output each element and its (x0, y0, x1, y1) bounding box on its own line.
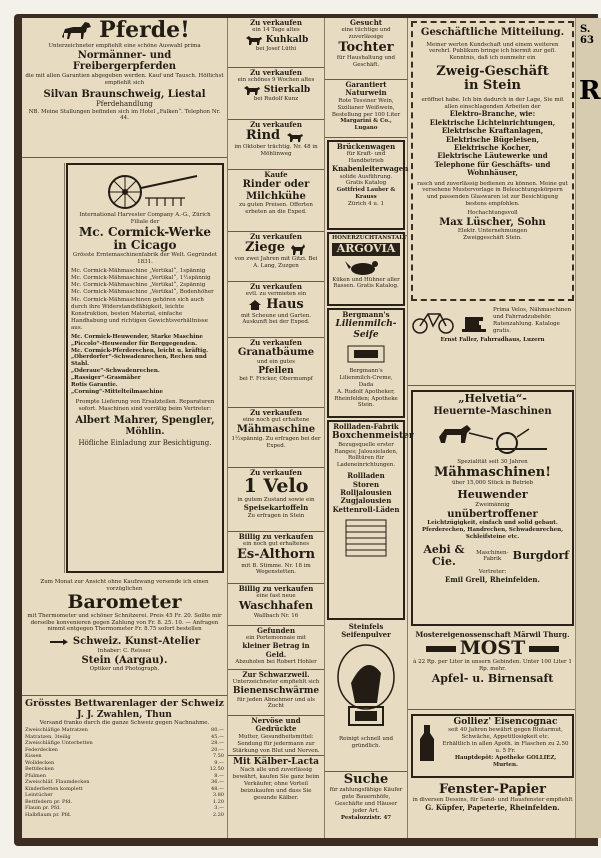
ad-main: Rinder oder Milchkühe (242, 179, 310, 202)
mccormick-item: „Oderaue“-Schwadenrechen. (71, 368, 160, 375)
ad-tochter (325, 18, 407, 80)
ad-nervoese (228, 716, 324, 756)
mccormick-model: Mc. Cormick-Mähmaschine „Vertikal“, Bodenhöher (71, 288, 214, 295)
ad-sub: Wallbach Nr. 16 (253, 612, 299, 619)
ad-haus (228, 282, 324, 338)
mitteilung-trade: Elektr. Unternehmungen (457, 228, 528, 235)
ad-main: kleiner Betrag in Geld. (242, 641, 310, 659)
mccormick-body1: Mc. Cormick-Mähmaschinen gehören sich auch durch ihre Widerstandsfähigkeit, leichte Konstruktion, besten Material, einfache Handhabung und richtigen Gewichtsverhältnisse aus. (71, 297, 208, 331)
mccormick-sub: Grösste Erntemaschinenfabrik der Welt. Gegründet 1831. (72, 252, 218, 265)
ad-firm: Gottfried Lauber & Krauss (336, 187, 396, 201)
ad-head: Kaufe (264, 170, 288, 179)
list-item: Kettenroll-Läden (332, 504, 400, 514)
price-item-name: Bettfedern pr. Pfd. (25, 798, 73, 805)
ad-who: Pestalozzistr. 47 (340, 814, 392, 821)
ad-main: Kuhkalb (265, 35, 309, 46)
list-item: Rolljalousien (340, 488, 392, 498)
ad-head: Bergmann's (342, 310, 390, 319)
ad-who: A. Rudolf Apotheker, Rheinfelden; Apotheke Stein. (334, 388, 398, 409)
price-item-value: 9.— (214, 759, 224, 766)
barometer-town: Stein (Aargau). (81, 654, 168, 666)
mitteilung-name: Max Lüscher, Sohn (439, 216, 546, 228)
next-page-edge (575, 18, 601, 838)
helvetia-firm2: Burgdorf (512, 549, 569, 563)
price-item-name: Flaum pr. Pfd. (25, 805, 61, 812)
barometer-owner: Inhaber: C. Reisser (97, 647, 152, 654)
ad-sub: 1½spännig. Zu erfragen bei der Exped. (231, 435, 321, 449)
ad-rind (228, 120, 324, 170)
price-item-value: 2.20 (212, 811, 224, 818)
mccormick-item: „Oberdorfer“-Schwadenrechen, Rechen und Stahl. (71, 354, 207, 368)
ad-head: Nervöse und Gedrückte (251, 716, 301, 734)
helvetia-list: Leichtzügigkeit, einfach und solid gebaut. Pferderechen, Handrechen, Schwadenrechen, Schleifsteine etc. (421, 520, 564, 540)
cow-icon (284, 131, 306, 143)
mitteilung-branch-addr: Zweiggeschäft Stein. (463, 235, 522, 242)
barometer-shop: Schweiz. Kunst-Atelier (72, 636, 201, 648)
ad-barometer (22, 578, 227, 696)
mccormick-model: Mc. Cormick-Mähmaschine „Vertikal“, 1spännig (71, 267, 206, 274)
ad-sub: solide Ausführung. Gratis Katalog (339, 173, 393, 187)
hen-icon (341, 257, 391, 277)
ad-main: Waschhafen (238, 599, 314, 613)
ad-head: Zu verkaufen (250, 68, 302, 77)
ad-golliez (411, 714, 574, 778)
ad-head: Billig zu verkaufen (238, 532, 314, 541)
ad-text: eine noch gut erhaltene (242, 417, 310, 424)
list-item: Elektrische Lichteinrichtungen, (429, 117, 556, 127)
mccormick-item: „Rassiger“-Grasmäher (71, 375, 141, 381)
helvetia-agent-label: Vertreter: (478, 569, 507, 576)
ad-text: ein 14 Tage altes (252, 27, 300, 34)
ad-main: Knabenleiterwagen (332, 164, 409, 174)
price-item-value: 36.— (211, 779, 224, 786)
mitteilung-branch: Elektro-Branche, wie: (449, 109, 536, 119)
ad-head: Mit Kälber-Lacta (233, 757, 319, 767)
price-item-name: Zweischläf. Flaumdecken (25, 779, 90, 786)
ad-head: Garantiert Naturwein (345, 80, 387, 98)
soap-package-icon (346, 342, 386, 366)
ad-text: ein schönes 9 Wochen altes (237, 77, 315, 84)
helvetia-main2: unübertroffener (447, 508, 538, 520)
ad-main: Ziege (244, 240, 286, 256)
ad-gefunden (228, 626, 324, 670)
ad-sub: für jeden Abnehmer und als Zucht (237, 696, 315, 710)
ad-suche (325, 772, 407, 838)
golliez-who: Hauptdepôt: Apotheke GOLLIEZ, Murten. (454, 754, 557, 768)
ad-head: Zu verkaufen (250, 282, 302, 291)
ad-text: Reinigt schnell und gründlich. (338, 735, 394, 749)
ad-rollladen (327, 420, 414, 620)
ad-main: Stierkalb (263, 85, 311, 96)
mccormick-item: Rotis Garantie. (71, 381, 118, 388)
list-item: Zugjalousien (340, 496, 392, 506)
ad-head: Brückenwagen (336, 142, 396, 151)
ad-main: ARGOVIA (336, 241, 396, 255)
mccormick-item: Mc. Cormick-Heuwender, Starke Maschine (71, 333, 203, 340)
ad-argovia (327, 232, 405, 306)
ad-sub: Zu erfragen in Stein (247, 512, 305, 519)
mccormick-agent: Albert Mahrer, Spengler, (75, 415, 215, 427)
ad-head: Zu verkaufen (250, 468, 302, 477)
ad-text: Unterzeichneter empfiehlt sich (232, 679, 320, 686)
ad-main: Haus (266, 297, 304, 313)
helvetia-firm1: Aebi & Cie. (423, 542, 465, 569)
ad-text: eine tüchtige und zuverlässige (341, 27, 391, 41)
list-item: Elektrische Kraftanlagen, (441, 126, 544, 136)
ad-head: Gefunden (256, 626, 296, 635)
helvetia-spec: Spezialität seit 30 Jahren (457, 459, 528, 466)
price-item-name: Wolldecken (25, 759, 55, 766)
helvetia-heuwender: Heuwender (457, 488, 528, 502)
ad-head: HONERZUCHTANSTALT (332, 235, 407, 241)
ad-sub: mit Scheune und Garten. Auskunft bei der Exped. (240, 312, 312, 326)
golliez-price: Erhältlich in allen Apoth. in Flaschen zu 2.50 u. 5 Fr. (442, 741, 569, 754)
ad-main: Bienenschwärme (232, 686, 320, 697)
ad-sub: für Haushaltung und Geschäft. (336, 55, 396, 69)
ad-text: in gutem Zustand sowie ein (237, 497, 315, 504)
list-item: Rollladen (347, 471, 385, 481)
pferde-title: Pferde! (99, 17, 190, 44)
ad-text: Nach alle und zuverlässig bewährt, kaufen Sie ganz beim Verkäufer, ohne Vorteil beizukaufen und dass Sie gesunde Kälber. (232, 767, 320, 801)
ad-ziege (228, 232, 324, 282)
bettwaren-headline: Grösstes Bettwarenlager der Schweiz (25, 698, 224, 709)
ad-sub: Küken und Hühner aller Rassen. Gratis Katalog. (332, 276, 400, 290)
price-item-value: 28.— (211, 740, 224, 747)
ad-velo (228, 468, 324, 532)
bicycle-icon (411, 307, 455, 335)
price-item-name: Leintücher (25, 792, 53, 799)
most-text: à 22 Rp. per Liter in unsern Gebinden. Unter 100 Liter 1 Rp. mehr. (413, 659, 572, 673)
ad-head: Suche (343, 772, 389, 787)
price-item-value: 45.— (211, 733, 224, 740)
ad-who: bei Josef Lüthi (255, 46, 297, 53)
ad-head: Zu verkaufen (250, 18, 302, 27)
ad-main2: Speisekartoffeln (243, 503, 309, 513)
list-item: Storen (352, 479, 380, 489)
helvetia-firm-trade: Maschinen-Fabrik (476, 549, 509, 563)
mccormick-item: „Piccolo“-Heuwender für Berggegenden. (71, 340, 198, 347)
ad-bienen (228, 670, 324, 716)
ad-head: Zur Schwarzweil. (242, 670, 310, 679)
ad-waschhafen (228, 584, 324, 626)
page-gutter (22, 163, 65, 573)
velo-text: Prima Velos, Nähmaschinen und Fahrradzubehör. Ratenzahlung. Kataloge gratis. (493, 307, 572, 334)
fenster-head: Fenster-Papier (438, 782, 547, 797)
barometer-body: mit Thermometer und schöner Schnitzerei. Preis 45 Fr. 20. Sollte mir derselbe konvenieren gegen Zahlung von Fr. 8. 25. 10. — Anfragen nimmt entgegen Thermometer Fr. 8.75 sofort bestellen (27, 612, 222, 633)
list-item: Elektrische Bügeleisen, (445, 134, 540, 144)
ad-text: für zahlungsfähige Käufer gute Bauernhöfe, Geschäfte und Häuser jeder Art. (329, 787, 403, 814)
pferde-headline: Normänner- und Freibergerpferden (72, 49, 177, 73)
most-main2: Apfel- u. Birnensaft (431, 672, 554, 686)
ad-main: Lilienmilch-Seife (335, 319, 397, 340)
rake-machine-icon (85, 168, 205, 210)
ad-brueckenwagen (327, 140, 409, 230)
ad-head: Zu verkaufen (250, 338, 302, 347)
mitteilung-sign: Hochachtungsvoll (467, 210, 518, 217)
mowing-machine-illustration (433, 419, 553, 457)
mccormick-model: Mc. Cormick-Mähmaschine „Vertikal“, 1½spännig (71, 274, 211, 281)
bull-icon (242, 84, 262, 96)
ad-main: Mähmaschine (236, 424, 316, 436)
bettwaren-note: Versand franko durch die ganze Schweiz gegen Nachnahme. (39, 720, 210, 727)
ad-althorn (228, 532, 324, 584)
ad-sub: Abzuholen bei Robert Hohler (235, 659, 317, 666)
helvetia-count: über 15,000 Stück in Betrieb (451, 480, 534, 487)
page-number: S. 63 (580, 24, 594, 46)
ad-head: Zu verkaufen (250, 120, 302, 129)
cognac-bottle-icon (416, 723, 438, 763)
ad-head: Zu verkaufen (250, 408, 302, 417)
list-item: Elektrische Läutewerke und Telephone für Geschäfts- und Wohnhäuser, (434, 151, 551, 178)
ad-head: Gesucht (349, 18, 383, 27)
pferde-intro: Unterzeichneter empfiehlt eine schöne Auswahl prima (48, 43, 201, 49)
mccormick-closing: Höfliche Einladung zur Besichtigung. (78, 439, 212, 448)
ad-text: im Oktober trächtig. Nr. 48 in Möhlinweg (234, 143, 318, 157)
ad-kaelber-lacta (228, 756, 324, 838)
mitteilung-body: Meiner werten Kundschaft und einem weiteren verehrl. Publikum bringe ich hiermit zur gefl. Kenntnis, daß ich nunmehr ein (426, 41, 559, 62)
ad-main: Tochter (338, 40, 394, 56)
ad-text: eine fast neue (256, 593, 296, 600)
ad-mccormick (66, 163, 224, 573)
ad-text: Mutter, Gesundheitsmittel: Sendung für jedermann zur Stärkung von Blut und Nerven. (232, 733, 320, 754)
ad-sub: Bezugsquelle erster Ranges; Jalousieladen, Rolltüren für Ladeneinrichtungen. (334, 441, 398, 469)
ad-text: ein Portemonnaie mit (245, 635, 307, 642)
ad-granatbaeume (228, 338, 324, 408)
mitteilung-town: in Stein (464, 78, 521, 94)
mitteilung-title: Geschäftliche Mitteilung. (420, 27, 565, 38)
golliez-head: Golliez' Eisencognac (453, 717, 558, 727)
velo-who: Ernst Faller, Fahrradhaus, Luzern (440, 337, 545, 343)
price-item-name: Matratzen, 3teilig (25, 733, 71, 740)
price-item-name: Bettdecken (25, 766, 54, 773)
ad-helvetia (411, 390, 574, 626)
column-3 (325, 18, 414, 838)
ad-sub: mit B. Stimme. Nr. 18 im Wegenstetten. (241, 562, 311, 576)
mccormick-place: Möhlin. (125, 426, 165, 437)
golliez-text: seit 40 Jahren bewährt gegen Blutarmut, Schwäche, Appetitlosigkeit etc. (448, 727, 563, 741)
price-item-name: Kissen (25, 753, 42, 760)
helvetia-type: Zweimännig (475, 501, 510, 508)
ad-text: von zwei Jahren mit Gitzi. Bei A. Lang, Zuzgen (234, 255, 318, 269)
ad-kaufe (228, 170, 324, 232)
ad-main: 1 Velo (243, 475, 309, 498)
helvetia-headline: Heuernte-Maschinen (433, 405, 552, 417)
barometer-trade: Optiker und Photograph. (89, 666, 160, 673)
mccormick-item: „Corning“-Mittelteilmaschine (71, 388, 163, 395)
ad-maehmaschine (228, 408, 324, 468)
ad-head: Rollladen-Fabrik (333, 422, 399, 431)
price-row (25, 812, 224, 819)
ad-text: ein noch gut erhaltenes (242, 541, 310, 548)
ad-main: Es-Althorn (236, 547, 316, 563)
price-item-value: 48.— (211, 785, 224, 792)
price-item-name: Pfulmen (25, 772, 46, 779)
mccormick-item: Mc. Cormick-Pferderechen, leicht u. kräftig. (71, 347, 208, 354)
helvetia-title: „Helvetia“- (458, 392, 527, 405)
pferde-trade: Pferdehandlung (96, 100, 153, 109)
ad-main2: Pfeilen (258, 365, 294, 376)
ad-who: bei Rudolf Kunz (253, 96, 299, 103)
ad-bergmann (327, 308, 405, 418)
ad-sub: bei F. Fricker, Obermumpf (239, 376, 313, 383)
fenster-who: G. Küpfer, Papeterie, Rheinfelden. (425, 803, 560, 813)
list-item: Elektrische Kocher, (453, 143, 532, 153)
ad-text: und ein gutes (256, 358, 295, 365)
ad-geschaeftliche-mitteilung (411, 21, 574, 301)
ad-stierkalb (228, 68, 324, 120)
barometer-intro: Zum Monat zur Ansicht ohne Kaufzwang versende ich einen vorzüglichen (40, 579, 209, 592)
goat-icon (289, 242, 307, 256)
roller-shutter-icon (341, 518, 391, 558)
ad-main: Granatbäume (237, 347, 315, 359)
column-1 (22, 18, 228, 838)
ad-bettwaren (22, 698, 227, 838)
house-icon (248, 299, 262, 311)
mccormick-model: Mc. Cormick-Mähmaschine „Vertikal“, 2spännig (71, 281, 206, 288)
mccormick-body2: Prompte Lieferung von Ersatzteilen. Reparaturen sofort. Maschinen sind vorrätig beim Vertreter: (75, 398, 215, 412)
price-item-value: 7.50 (212, 753, 224, 760)
pferde-sub: die mit allen Garantien abgegeben werden. Kauf und Tausch. Höflichst empfiehlt sich (25, 72, 224, 86)
ad-head: Zu verkaufen (250, 232, 302, 241)
column-2 (228, 18, 325, 838)
ad-fahrradhaus (408, 306, 577, 386)
bettwaren-firm: J. J. Zwahlen, Thun (77, 709, 172, 720)
price-item-name: Zweischläfige Matratzen (25, 727, 88, 734)
fenster-text: in diversen Dessins, für Sand- und Hausfenster empfiehlt (412, 797, 573, 804)
pointing-hand-icon (49, 638, 69, 646)
mccormick-company: International Harvester Company A.-G., Zürich (79, 212, 211, 218)
soap-box-illustration (331, 643, 401, 733)
ad-naturwein (325, 80, 407, 138)
pferde-name: Silvan Braunschweig, Liestal (43, 88, 206, 100)
mitteilung-headline: Zweig-Geschäft (436, 64, 549, 80)
ad-text: für Kraft- und Handbetrieb (346, 151, 386, 165)
ad-most (408, 630, 577, 710)
most-head: Mostereigenossenschaft Märwil Thurg. (415, 630, 570, 639)
ad-head: Steinfels Seifenpulver (341, 622, 391, 640)
barometer-headline: Barometer (67, 590, 182, 613)
ad-fenster-papier (408, 782, 577, 838)
ad-who: Margarini & Co., Lugano (340, 118, 392, 132)
calf-icon (244, 34, 264, 46)
price-item-value: 3.80 (212, 792, 224, 799)
ad-main: Rind (245, 128, 281, 144)
price-item-value: 80.— (211, 727, 224, 734)
next-page-letter: R (579, 76, 601, 106)
price-item-name: Federdecken (25, 746, 58, 753)
ad-sub: Bergmann's Lilienmilch-Creme, Dada (339, 368, 393, 388)
ad-main: Boxchenmeister (332, 431, 414, 442)
price-item-value: 3.— (214, 805, 224, 812)
ad-town: Zürich 4 u. 1 (348, 201, 384, 208)
mccormick-headline: Mc. Cormick-Werke in Cicago (79, 224, 211, 252)
ad-steinfels (325, 622, 407, 772)
helvetia-main: Mähmaschinen! (434, 465, 551, 481)
price-item-value: 12.50 (209, 766, 224, 773)
most-main: MOST (459, 637, 526, 660)
sewing-machine-icon (459, 307, 489, 335)
price-item-name: Kinderbetten komplett (25, 785, 83, 792)
price-item-name: Zweischläfige Unterbetten (25, 740, 93, 747)
ad-pferde (22, 18, 227, 158)
bettwaren-price-list (25, 727, 224, 818)
column-4 (408, 18, 577, 838)
newspaper-page (22, 18, 577, 838)
price-item-value: 20.— (211, 746, 224, 753)
ad-text: Rote Tessiner Wein, Sizilianer Weißwein, Bestellung per 100 Liter (331, 97, 401, 118)
mitteilung-body3: rasch und zuverlässig bedienen zu können. Meine gut versehene Mustervorlage in Beleuchtungskörpern und passenden Glaswaren ist zur Besichtigung bestens empfohlen. (417, 180, 568, 208)
ad-head: Billig zu verkaufen (238, 584, 314, 593)
ad-kuhkalb (228, 18, 324, 68)
price-item-value: 8.— (214, 772, 224, 779)
ad-text: evtl. zu vermieten ein (245, 291, 307, 298)
mccormick-filiale: Filiale der (130, 218, 160, 225)
price-item-name: Halbflaum pr. Pfd. (25, 811, 72, 818)
price-item-value: 1.20 (212, 798, 224, 805)
ad-text: zu guten Preisen. Offerten erbeten an die Exped. (239, 202, 313, 216)
horse-icon (59, 19, 95, 43)
mitteilung-body2: eröffnet habe. Ich bin dadurch in der Lage, Sie mit allen einschlagenden Arbeiten der (421, 96, 564, 110)
pferde-note: NB. Meine Stallungen befinden sich im Hotel „Falken“. Telephon Nr. 44. (28, 108, 221, 122)
helvetia-agent: Emil Grell, Rheinfelden. (445, 574, 540, 584)
